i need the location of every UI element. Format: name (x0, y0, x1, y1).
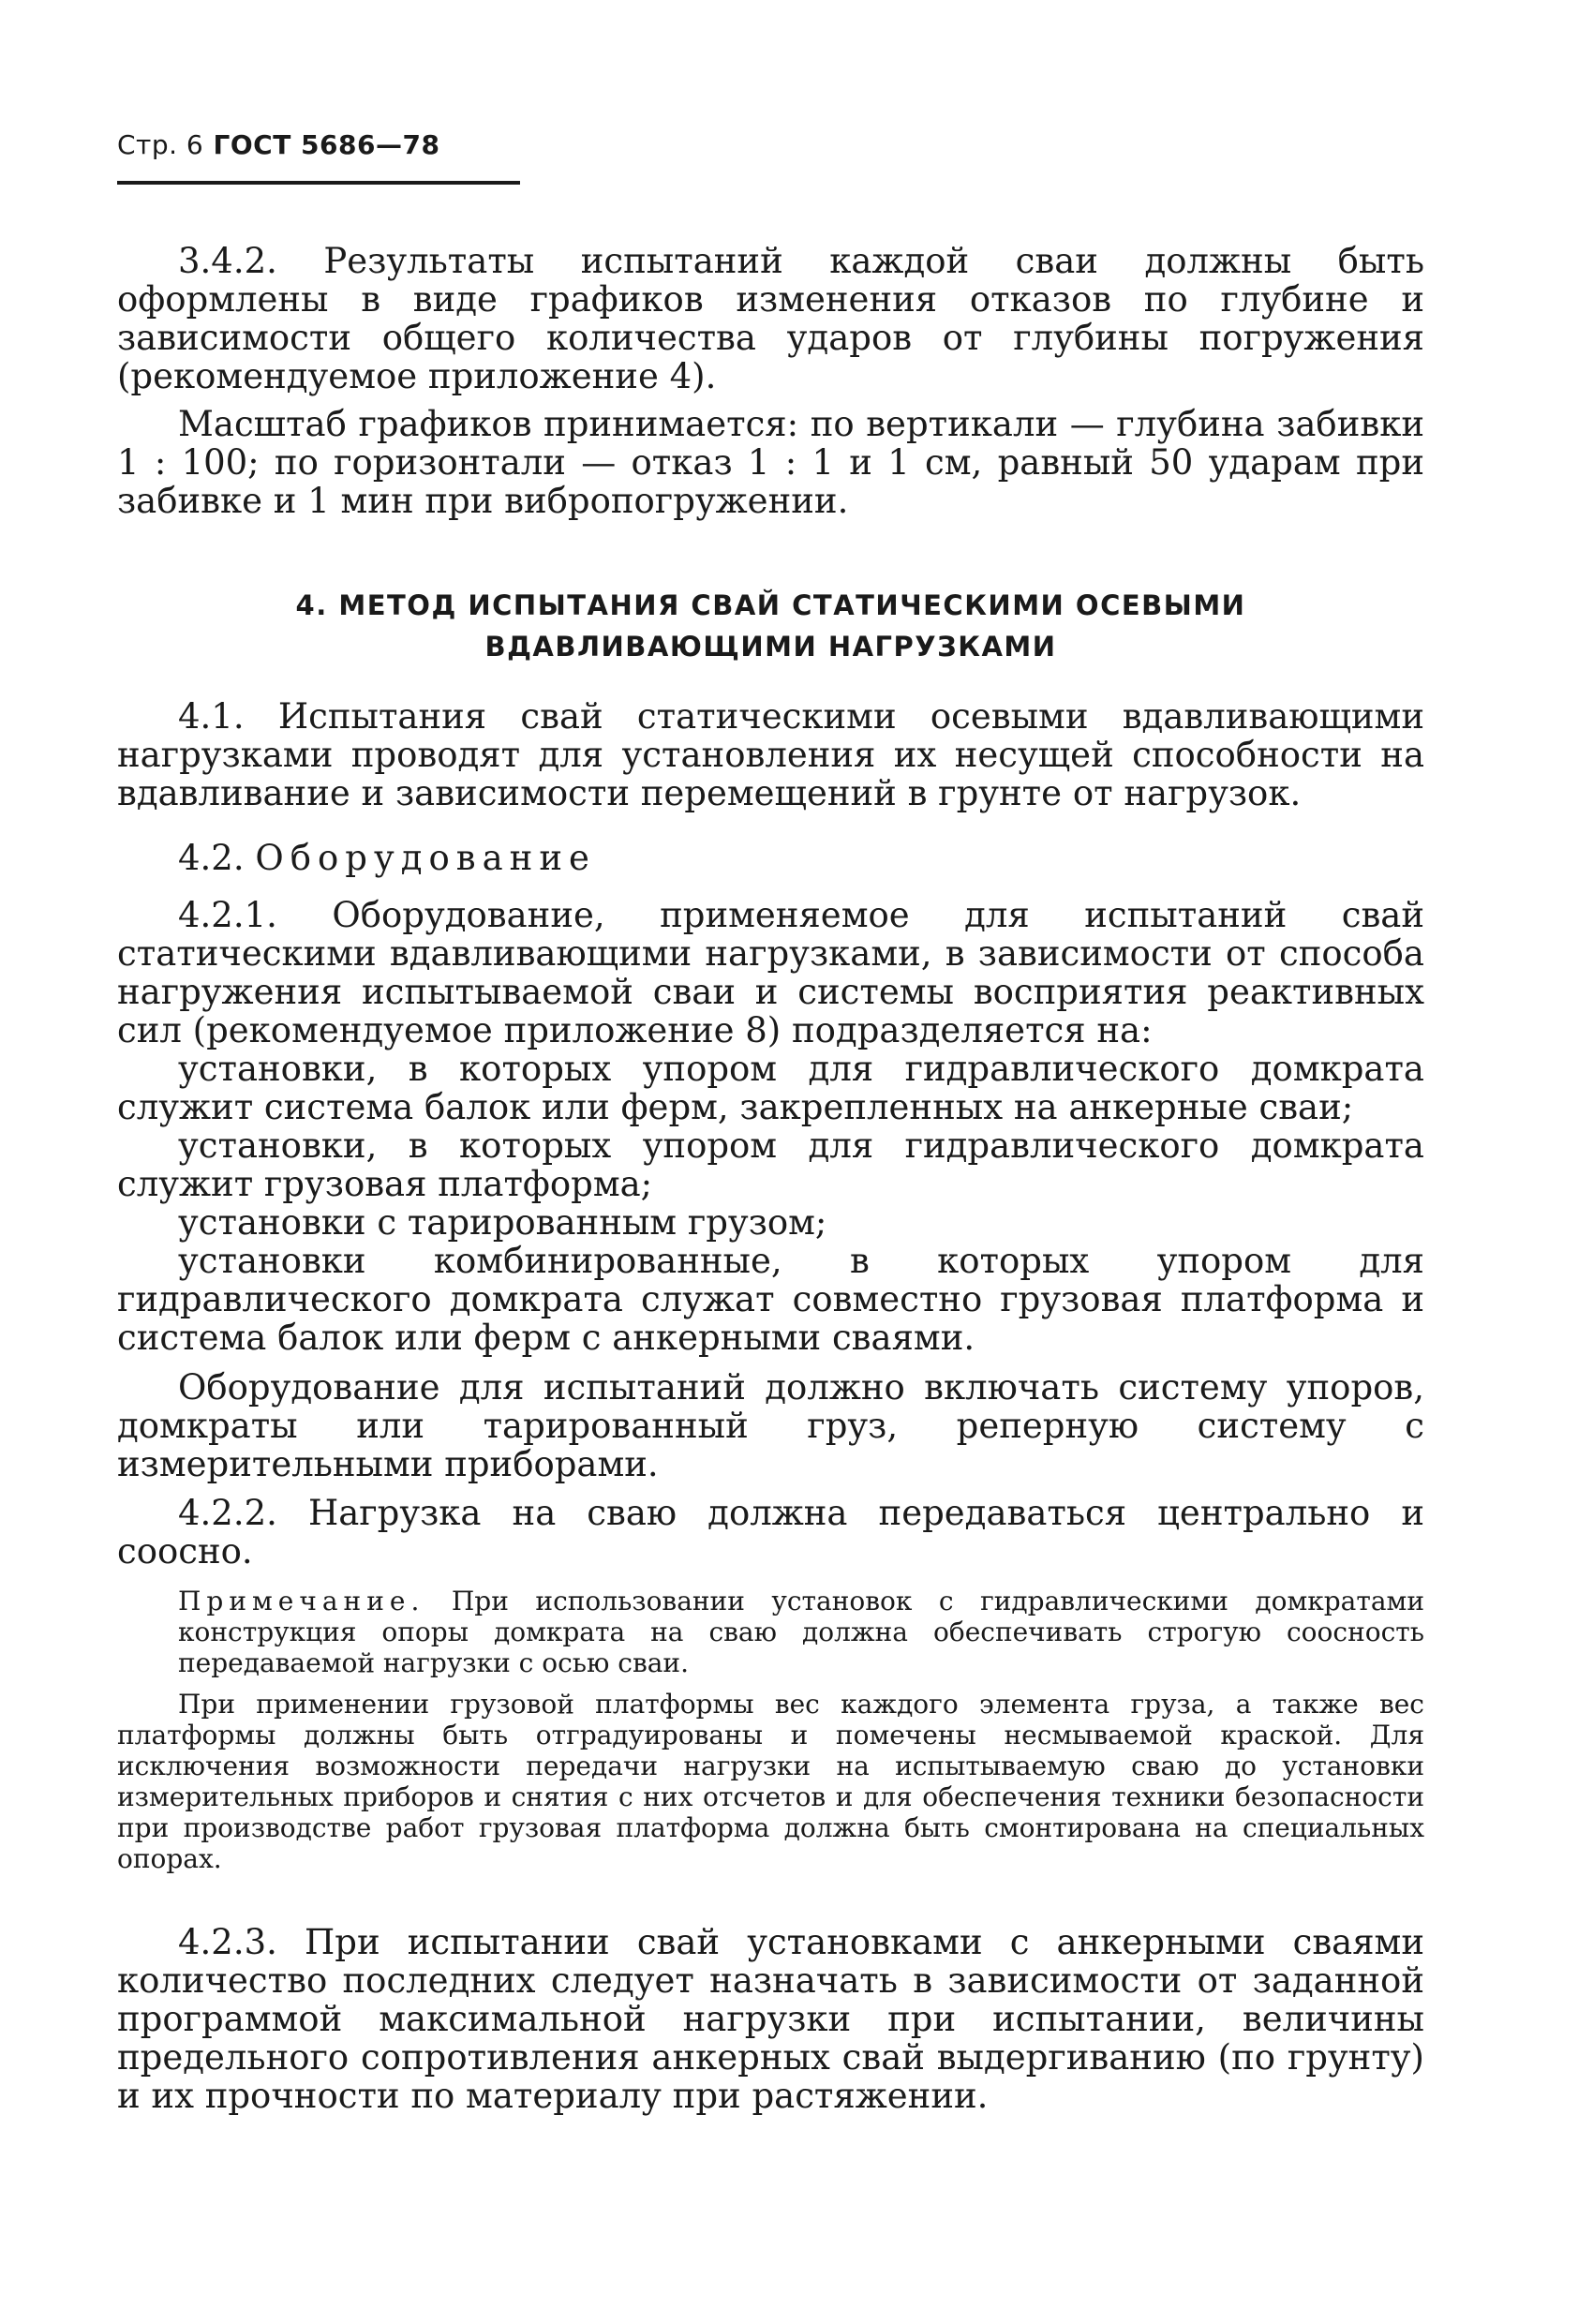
paragraph-4-2-3: 4.2.3. При испытании свай установками с анкерными сваями количество последних следует назначать в зависимости от заданной программой максимальной нагрузки при испытании, величины предельного сопротивления анкерных свай выдергиванию (по грунту) и их прочности по материалу при растяжении. (117, 1922, 1424, 2116)
paragraph-4-2-number: 4.2. (178, 838, 245, 878)
paragraph-4-2-heading (117, 839, 1424, 877)
page-header (117, 129, 439, 160)
paragraph-4-1: 4.1. Испытания свай статическими осевыми вдавливающими нагрузками проводят для установления их несущей способности на вдавливание и зависимости перемещений в грунте от нагрузок. (117, 696, 1424, 813)
paragraph-equipment: Оборудование для испытаний должно включать систему упоров, домкраты или тарированный груз, реперную систему с измерительными приборами. (117, 1367, 1424, 1484)
standard-code: ГОСТ 5686—78 (213, 129, 440, 160)
paragraph-4-2-title: Оборудование (255, 838, 596, 878)
paragraph-scale: Масштаб графиков принимается: по вертикали — глубина забивки 1 : 100; по горизонтали — отказ 1 : 1 и 1 см, равный 50 ударам при забивке и 1 мин при вибропогружении. (117, 404, 1424, 521)
note-paragraph-2: При применении грузовой платформы вес каждого элемента груза, а также вес платформы должны быть отградуированы и помечены несмываемой краской. Для исключения возможности передачи нагрузки на испытываемую сваю до установки измерительных приборов и снятия с них отсчетов и для обеспечения техники безопасности при производстве работ грузовая платформа должна быть смонтирована на специальных опорах. (117, 1689, 1424, 1874)
paragraph-4-2-2: 4.2.2. Нагрузка на сваю должна передаваться центрально и соосно. (117, 1493, 1424, 1572)
list-item: установки, в которых упором для гидравлического домкрата служит система балок или ферм, закрепленных на анкерные сваи; (117, 1049, 1424, 1127)
section-4-heading-line1: 4. МЕТОД ИСПЫТАНИЯ СВАЙ СТАТИЧЕСКИМИ ОСЕВЫМИ (295, 589, 1246, 621)
note-paragraph-1 (178, 1586, 1424, 1678)
paragraph-4-2-1: 4.2.1. Оборудование, применяемое для испытаний свай статическими вдавливающими нагрузками, в зависимости от способа нагружения испытываемой сваи и системы восприятия реактивных сил (рекомендуемое приложение 8) подразделяется на: (117, 895, 1424, 1050)
section-4-heading-line2: ВДАВЛИВАЮЩИМИ НАГРУЗКАМИ (484, 631, 1057, 663)
note-label: Примечание. (178, 1586, 425, 1616)
list-item: установки, в которых упором для гидравлического домкрата служит грузовая платформа; (117, 1125, 1424, 1204)
paragraph-3-4-2: 3.4.2. Результаты испытаний каждой сваи должны быть оформлены в виде графиков изменения отказов по глубине и зависимости общего количества ударов от глубины погружения (рекомендуемое приложение 4). (117, 241, 1424, 396)
list-item: установки комбинированные, в которых упором для гидравлического домкрата служат совместно грузовая платформа и система балок или ферм с анкерными сваями. (117, 1241, 1424, 1358)
header-rule (117, 181, 520, 185)
list-item: установки с тарированным грузом; (178, 1202, 827, 1243)
page-number: Стр. 6 (117, 129, 204, 160)
note-text-1: При использовании установок с гидравлическими домкратами конструкция опоры домкрата на сваю должна обеспечивать строгую соосность передаваемой нагрузки с осью сваи. (178, 1586, 1424, 1678)
